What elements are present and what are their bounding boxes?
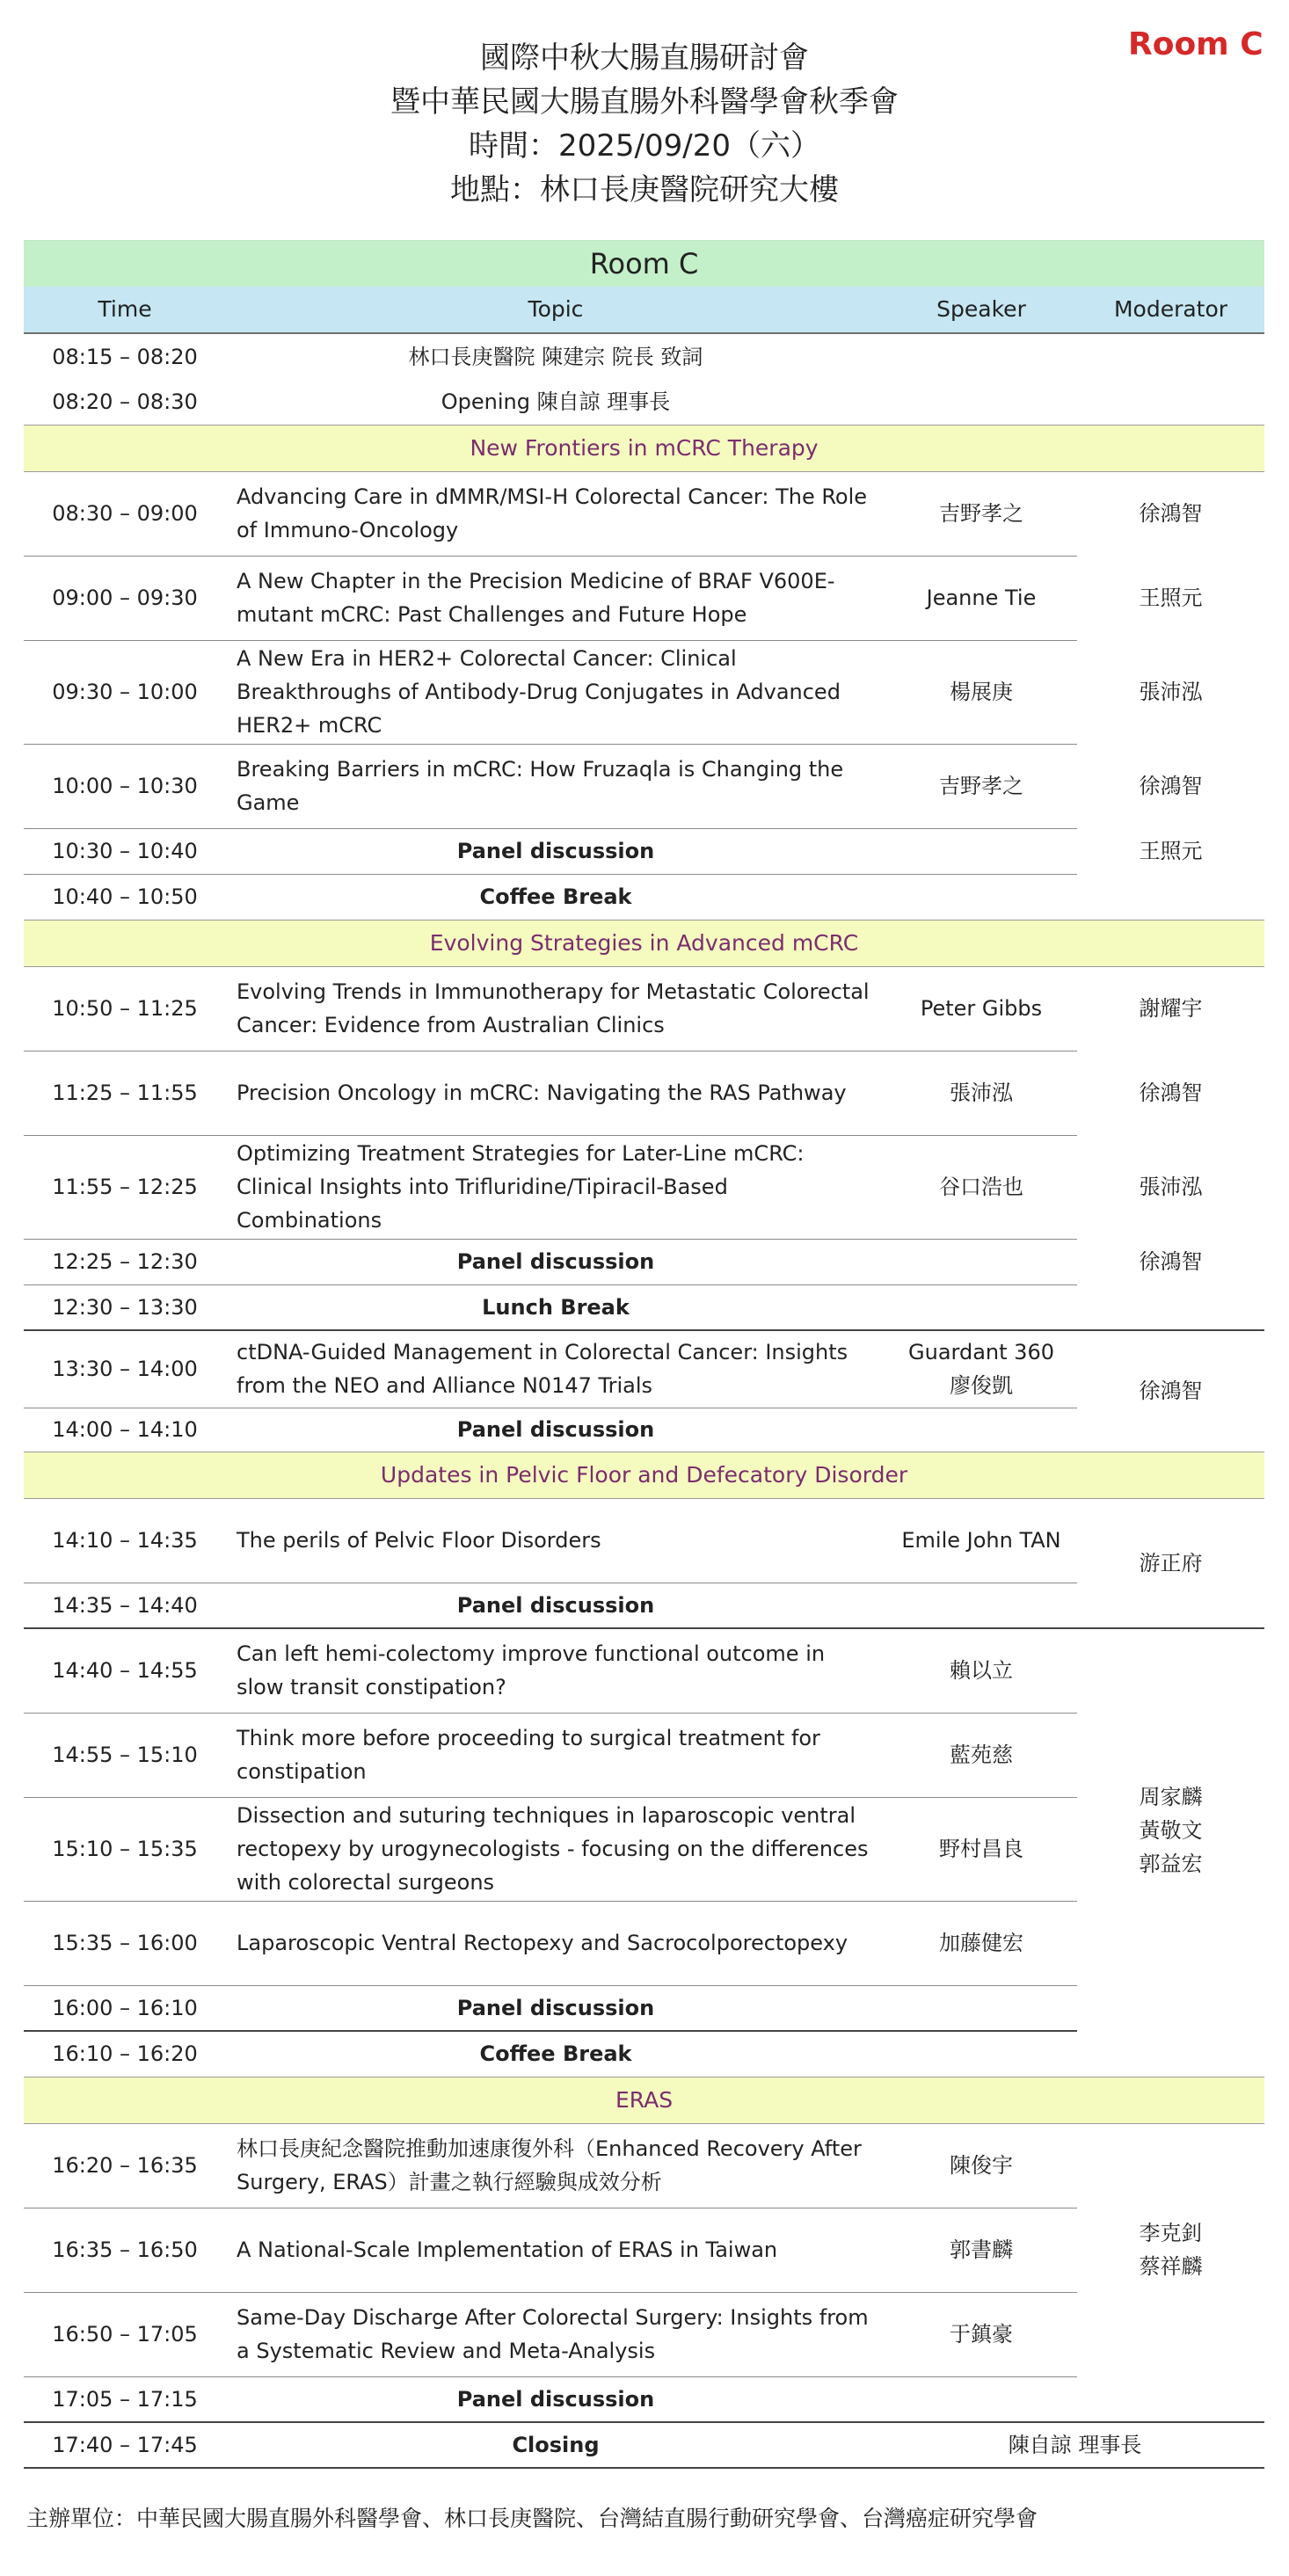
event-venue: 地點：林口長庚醫院研究大樓 (450, 172, 839, 207)
row-time: 14:10 – 14:35 (24, 1498, 226, 1583)
event-subtitle: 暨中華民國大腸直腸外科醫學會秋季會 (390, 84, 899, 120)
row-topic: Opening 陳自諒 理事長 (441, 389, 671, 414)
row-time: 15:35 – 16:00 (24, 1901, 226, 1985)
row-speaker: 張沛泓 (885, 1051, 1077, 1135)
row-time: 17:05 – 17:15 (24, 2376, 226, 2422)
row-speaker: 野村昌良 (885, 1797, 1077, 1901)
table-row (24, 874, 1264, 920)
row-speaker: 于鎮豪 (885, 2292, 1077, 2376)
row-speaker (885, 1330, 1077, 1408)
table-row (24, 556, 1264, 640)
row-time: 13:30 – 14:00 (24, 1330, 226, 1408)
row-speaker: Jeanne Tie (885, 556, 1077, 640)
row-moderator: 王照元 (1139, 839, 1203, 863)
row-time: 17:40 – 17:45 (24, 2422, 226, 2468)
row-topic: Optimizing Treatment Strategies for Later-Line mCRC: Clinical Insights into Trifluridine/Tipiracil-Based Combinations (226, 1135, 885, 1239)
row-time: 11:55 – 12:25 (24, 1135, 226, 1239)
table-row (24, 1051, 1264, 1135)
col-time: Time (24, 287, 226, 333)
table-row (24, 2376, 1264, 2422)
row-moderator: 陳自諒 理事長 (885, 2422, 1264, 2468)
column-header-row (24, 287, 1264, 333)
row-time: 10:00 – 10:30 (24, 744, 226, 828)
col-moderator: Moderator (1077, 287, 1264, 333)
row-moderator: 謝耀宇 (1139, 996, 1203, 1022)
table-row (24, 2422, 1264, 2468)
table-row (24, 2031, 1264, 2077)
section-title: Updates in Pelvic Floor and Defecatory Disorder (24, 1452, 1264, 1498)
section-title: ERAS (24, 2077, 1264, 2123)
moderator-name: 郭益宏 (1139, 1851, 1203, 1876)
row-topic: Panel discussion (226, 1239, 885, 1284)
row-time: 10:50 – 11:25 (24, 966, 226, 1051)
section-header (24, 1452, 1264, 1498)
row-time: 11:25 – 11:55 (24, 1051, 226, 1135)
table-row (24, 379, 1264, 425)
schedule-table (24, 240, 1264, 2469)
row-time: 16:00 – 16:10 (24, 1985, 226, 2031)
row-topic: A New Era in HER2+ Colorectal Cancer: Clinical Breakthroughs of Antibody-Drug Conjugates in Advanced HER2+ mCRC (226, 640, 885, 744)
row-time: 16:20 – 16:35 (24, 2123, 226, 2208)
section-header (24, 920, 1264, 966)
row-time: 12:25 – 12:30 (24, 1239, 226, 1284)
table-row (24, 1330, 1264, 1408)
row-topic: Dissection and suturing techniques in laparoscopic ventral rectopexy by urogynecologists - focusing on the differences with colorectal surgeons (226, 1797, 885, 1901)
row-speaker: 郭書麟 (885, 2208, 1077, 2292)
row-topic: Same-Day Discharge After Colorectal Surgery: Insights from a Systematic Review and Meta-Analysis (226, 2292, 885, 2376)
row-moderator: 徐鴻智 (1139, 1249, 1203, 1274)
row-time: 10:40 – 10:50 (52, 884, 198, 909)
row-topic: Coffee Break (479, 2041, 632, 2067)
row-speaker: 吉野孝之 (885, 744, 1077, 828)
row-time: 09:00 – 09:30 (24, 556, 226, 640)
row-topic: ctDNA-Guided Management in Colorectal Cancer: Insights from the NEO and Alliance N0147 Trials (226, 1330, 885, 1408)
row-moderator: 徐鴻智 (1139, 1081, 1203, 1105)
row-speaker: Emile John TAN (885, 1498, 1077, 1583)
row-speaker: 加藤健宏 (885, 1901, 1077, 1985)
row-moderator: 張沛泓 (1139, 1175, 1203, 1199)
row-topic: 林口長庚醫院 陳建宗 院長 致詞 (408, 344, 703, 369)
row-topic: Think more before proceeding to surgical treatment for constipation (226, 1713, 885, 1797)
row-topic: Breaking Barriers in mCRC: How Fruzaqla is Changing the Game (226, 744, 885, 828)
row-moderator: 游正府 (1077, 1498, 1264, 1628)
table-row (24, 1628, 1264, 1713)
row-time: 08:20 – 08:30 (52, 389, 198, 414)
row-speaker: 陳俊宇 (885, 2123, 1077, 2208)
moderator-name: 李克釗 (1139, 2221, 1203, 2246)
row-time: 12:30 – 13:30 (24, 1284, 226, 1330)
section-header (24, 2077, 1264, 2123)
moderator-name: 黃敬文 (1139, 1817, 1203, 1843)
row-speaker: 吉野孝之 (885, 471, 1077, 556)
row-topic: Panel discussion (226, 1583, 885, 1628)
table-row (24, 333, 1264, 379)
row-moderator: 王照元 (1139, 586, 1203, 610)
row-speaker: Peter Gibbs (885, 966, 1077, 1051)
room-header-row (24, 241, 1264, 287)
row-time: 14:40 – 14:55 (24, 1628, 226, 1713)
row-moderator: 徐鴻智 (1139, 1379, 1203, 1404)
row-time: 16:50 – 17:05 (24, 2292, 226, 2376)
event-date: 時間：2025/09/20（六） (469, 128, 820, 164)
table-row (24, 471, 1264, 556)
row-time: 14:00 – 14:10 (52, 1417, 198, 1442)
table-row (24, 2123, 1264, 2208)
row-time: 16:10 – 16:20 (52, 2041, 198, 2067)
row-speaker: 賴以立 (885, 1628, 1077, 1713)
table-row (24, 640, 1264, 744)
row-moderator: 徐鴻智 (1139, 501, 1203, 527)
row-time: 08:30 – 09:00 (24, 471, 226, 556)
row-topic: Lunch Break (226, 1284, 885, 1330)
row-time: 08:15 – 08:20 (52, 344, 198, 369)
table-row (24, 1498, 1264, 1583)
row-speaker: 谷口浩也 (885, 1135, 1077, 1239)
table-row (24, 966, 1264, 1051)
row-time: 09:30 – 10:00 (24, 640, 226, 744)
row-topic: Precision Oncology in mCRC: Navigating the RAS Pathway (226, 1051, 885, 1135)
section-header (24, 425, 1264, 471)
row-time: 16:35 – 16:50 (24, 2208, 226, 2292)
row-moderator: 徐鴻智 (1139, 774, 1203, 798)
speaker-sponsor: Guardant 360 (908, 1340, 1054, 1365)
table-row (24, 744, 1264, 828)
row-moderator (1077, 2123, 1264, 2376)
row-topic: Evolving Trends in Immunotherapy for Metastatic Colorectal Cancer: Evidence from Australian Clinics (226, 966, 885, 1051)
row-topic: Panel discussion (456, 1417, 655, 1442)
organizers: 主辦單位：中華民國大腸直腸外科醫學會、林口長庚醫院、台灣結直腸行動研究學會、台灣癌症研究學會 (26, 2506, 1038, 2531)
table-row (24, 828, 1264, 874)
room-tag: Room C (1128, 26, 1264, 62)
row-speaker: 楊展庚 (885, 640, 1077, 744)
col-speaker: Speaker (885, 287, 1077, 333)
section-title: New Frontiers in mCRC Therapy (24, 425, 1264, 471)
table-row (24, 1284, 1264, 1330)
row-moderator: 張沛泓 (1139, 680, 1203, 704)
row-speaker: 藍苑慈 (885, 1713, 1077, 1797)
row-topic: Panel discussion (226, 828, 885, 874)
room-name: Room C (24, 241, 1264, 287)
row-topic: Laparoscopic Ventral Rectopexy and Sacrocolporectopexy (226, 1901, 885, 1985)
row-topic: A New Chapter in the Precision Medicine of BRAF V600E-mutant mCRC: Past Challenges and Future Hope (226, 556, 885, 640)
event-title: 國際中秋大腸直腸研討會 (480, 40, 809, 76)
row-topic: Panel discussion (226, 1985, 885, 2031)
row-topic: A National-Scale Implementation of ERAS in Taiwan (226, 2208, 885, 2292)
table-row (24, 1135, 1264, 1239)
row-topic: Coffee Break (479, 884, 632, 909)
moderator-name: 蔡祥麟 (1139, 2254, 1203, 2280)
row-moderator (1077, 1628, 1264, 2031)
row-topic: Advancing Care in dMMR/MSI-H Colorectal Cancer: The Role of Immuno-Oncology (226, 471, 885, 556)
section-title: Evolving Strategies in Advanced mCRC (24, 920, 1264, 966)
moderator-name: 周家麟 (1139, 1784, 1203, 1809)
speaker-name: 廖俊凱 (950, 1373, 1013, 1399)
row-time: 14:35 – 14:40 (24, 1583, 226, 1628)
col-topic: Topic (226, 287, 885, 333)
row-topic: Panel discussion (226, 2376, 885, 2422)
row-topic: 林口長庚紀念醫院推動加速康復外科（Enhanced Recovery After Surgery, ERAS）計畫之執行經驗與成效分析 (226, 2123, 885, 2208)
row-time: 10:30 – 10:40 (24, 828, 226, 874)
table-row (24, 1239, 1264, 1284)
row-topic: Closing (226, 2422, 885, 2468)
row-topic: Can left hemi-colectomy improve functional outcome in slow transit constipation? (226, 1628, 885, 1713)
row-time: 14:55 – 15:10 (24, 1713, 226, 1797)
row-topic: The perils of Pelvic Floor Disorders (226, 1498, 885, 1583)
row-time: 15:10 – 15:35 (24, 1797, 226, 1901)
